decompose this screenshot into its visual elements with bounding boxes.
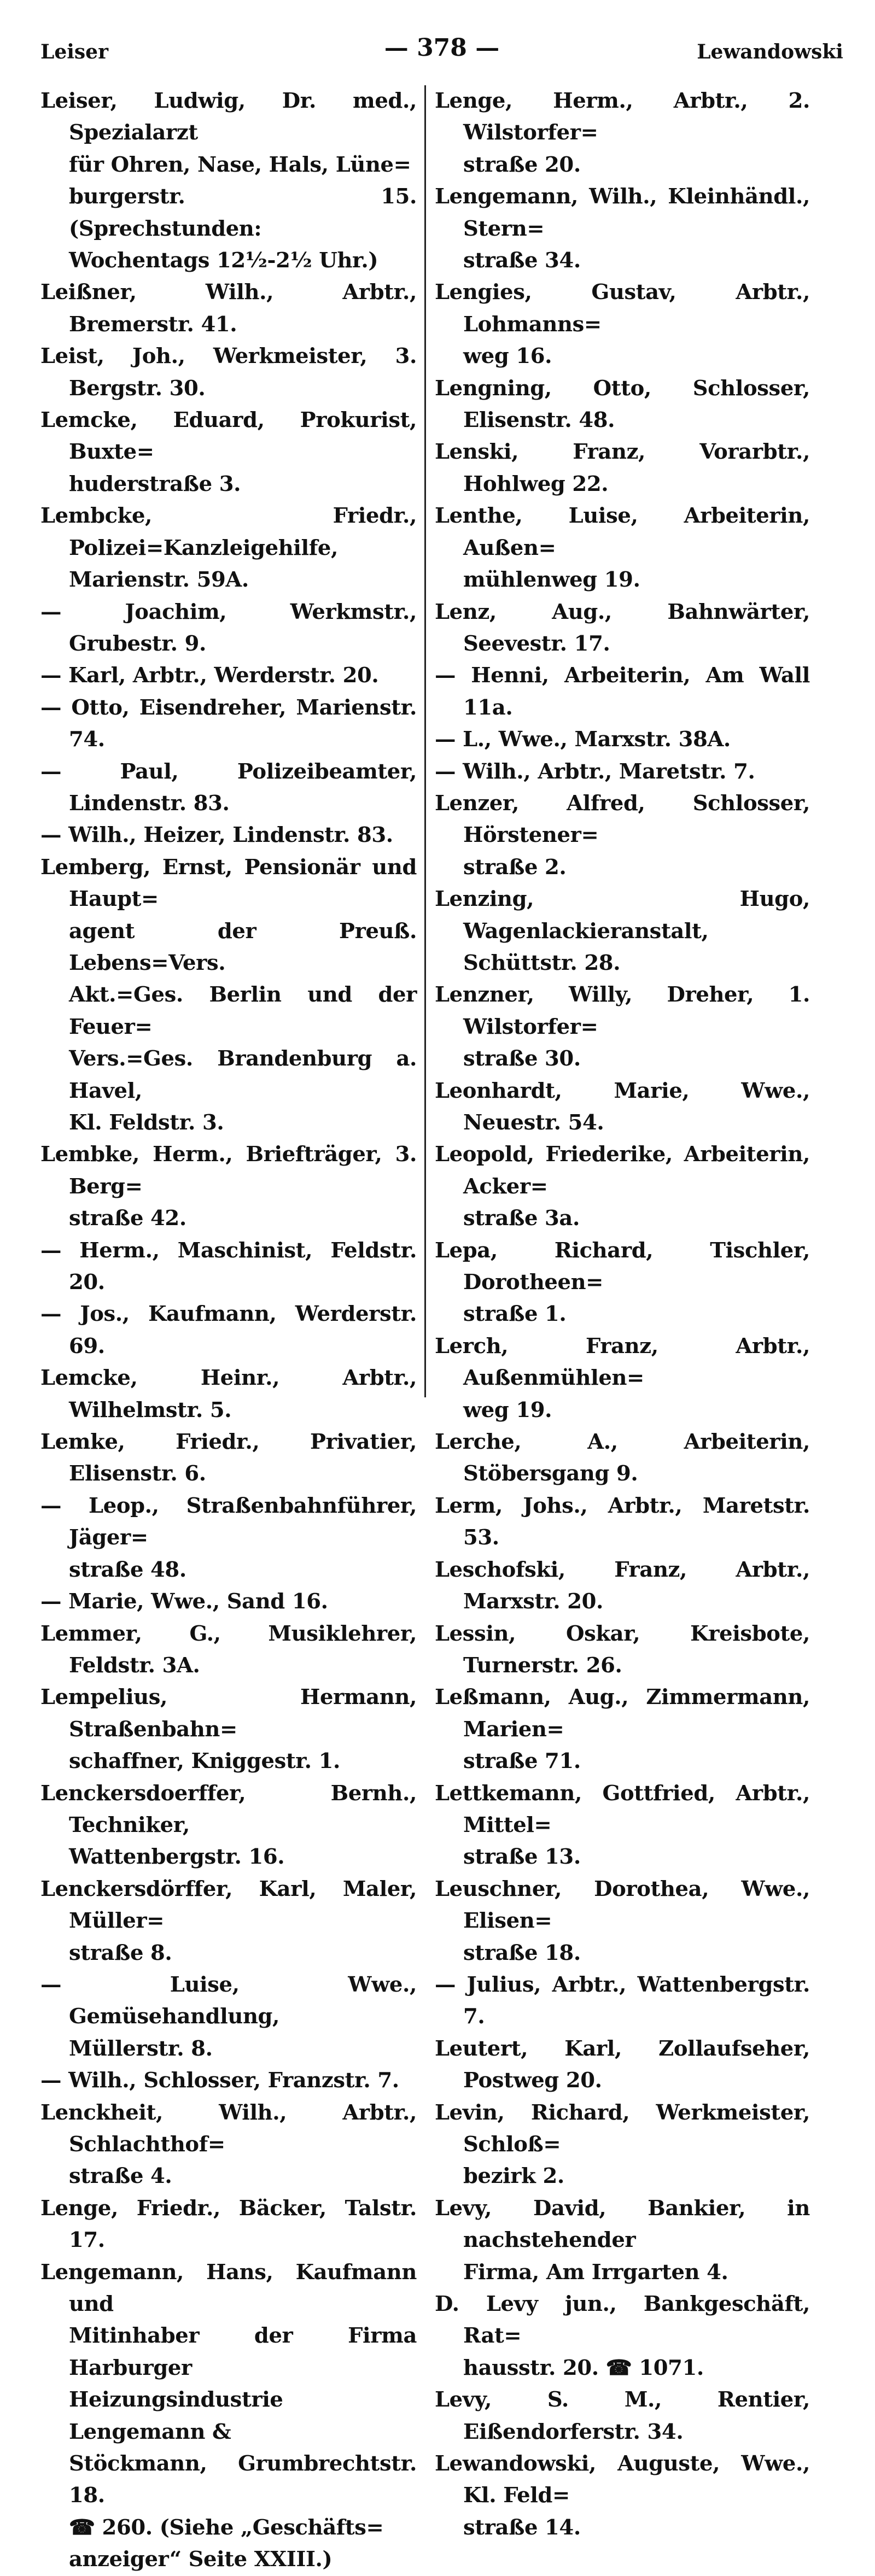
directory-entry: Lengemann, Wilh., Kleinhändl., Stern= straße 34. (435, 184, 810, 273)
directory-entry: Lengies, Gustav, Arbtr., Lohmanns= weg 16. (435, 280, 810, 369)
directory-entry: Lessin, Oskar, Kreisbote, Turnerstr. 26. (435, 1621, 810, 1678)
directory-entry: Lewandowski, Auguste, Wwe., Kl. Feld= straße 14. (435, 2451, 810, 2540)
directory-entry: Lemke, Friedr., Privatier, Elisenstr. 6. (40, 1430, 417, 1486)
directory-entry: — Luise, Wwe., Gemüsehandlung, Müllerstr. 8. (40, 1972, 417, 2061)
right-column (427, 85, 810, 2576)
directory-entry: Lenge, Friedr., Bäcker, Talstr. 17. (40, 2196, 417, 2253)
directory-entry: Leiser, Ludwig, Dr. med., Spezialarzt für Ohren, Nase, Hals, Lüne= burgerstr. 15. (Sprechstunden: Wochentags 12½-2½ Uhr.) (40, 89, 417, 273)
directory-entry: Leopold, Friederike, Arbeiterin, Acker= straße 3a. (435, 1142, 810, 1231)
directory-entry: Levin, Richard, Werkmeister, Schloß= bezirk 2. (435, 2100, 810, 2189)
directory-entry: Leist, Joh., Werkmeister, 3. Bergstr. 30. (40, 344, 417, 401)
directory-entry: Leonhardt, Marie, Wwe., Neuestr. 54. (435, 1078, 810, 1135)
page-number: — 378 — (384, 34, 500, 62)
directory-entry: Lenckersdörffer, Karl, Maler, Müller= straße 8. (40, 1876, 417, 1965)
directory-entry: — Henni, Arbeiterin, Am Wall 11a. (435, 663, 810, 720)
directory-entry: — L., Wwe., Marxstr. 38A. (435, 727, 731, 752)
directory-entry: Leuschner, Dorothea, Wwe., Elisen= straße 18. (435, 1876, 810, 1965)
directory-entry: Leschofski, Franz, Arbtr., Marxstr. 20. (435, 1557, 810, 1614)
directory-entry: Lenzer, Alfred, Schlosser, Hörstener= straße 2. (435, 791, 810, 880)
directory-entry: Lemberg, Ernst, Pensionär und Haupt= agent der Preuß. Lebens=Vers. Akt.=Ges. Berlin und der Feuer= Vers.=Ges. Brandenburg a. Havel, Kl. Feldstr. 3. (40, 854, 417, 1135)
directory-entry: Lenckersdoerffer, Bernh., Techniker, Wattenbergstr. 16. (40, 1781, 417, 1870)
directory-entry: Lerche, A., Arbeiterin, Stöbersgang 9. (435, 1430, 810, 1486)
directory-entry: Lengemann, Hans, Kaufmann und Mitinhaber der Firma Harburger Heizungsindustrie Lengemann & Stöckmann, Grumbrechtstr. 18. ☎ 260. (Siehe „Geschäfts= anzeiger“ Seite XXIII.) (40, 2259, 417, 2572)
directory-entry: Lengning, Otto, Schlosser, Elisenstr. 48. (435, 376, 810, 433)
directory-entry: — Marie, Wwe., Sand 16. (40, 1589, 328, 1614)
directory-entry: Lemcke, Eduard, Prokurist, Buxte= huderstraße 3. (40, 408, 417, 496)
directory-entry: — Wilh., Schlosser, Franzstr. 7. (40, 2068, 399, 2093)
directory-entry: D. Levy jun., Bankgeschäft, Rat= hausstr. 20. ☎ 1071. (435, 2292, 810, 2380)
directory-entry: — Wilh., Heizer, Lindenstr. 83. (40, 823, 393, 848)
directory-entry: Lenzing, Hugo, Wagenlackieranstalt, Schüttstr. 28. (435, 887, 810, 975)
directory-entry: Leißner, Wilh., Arbtr., Bremerstr. 41. (40, 280, 417, 337)
directory-entry: Lembke, Herm., Briefträger, 3. Berg= straße 42. (40, 1142, 417, 1231)
directory-entry: Lenckheit, Wilh., Arbtr., Schlachthof= straße 4. (40, 2100, 417, 2189)
directory-entry: Lenzner, Willy, Dreher, 1. Wilstorfer= straße 30. (435, 982, 810, 1072)
directory-entry: Levy, David, Bankier, in nachstehender Firma, Am Irrgarten 4. (435, 2196, 810, 2285)
directory-entry: — Leop., Straßenbahnführer, Jäger= straße 48. (40, 1493, 417, 1582)
directory-entry: Lettkemann, Gottfried, Arbtr., Mittel= straße 13. (435, 1781, 810, 1870)
directory-entry: Lemmer, G., Musiklehrer, Feldstr. 3A. (40, 1621, 417, 1678)
directory-entry: — Herm., Maschinist, Feldstr. 20. (40, 1238, 417, 1295)
directory-entry: Lenz, Aug., Bahnwärter, Seevestr. 17. (435, 599, 810, 656)
directory-entry: — Julius, Arbtr., Wattenbergstr. 7. (435, 1972, 810, 2029)
directory-entry: Lemcke, Heinr., Arbtr., Wilhelmstr. 5. (40, 1366, 417, 1422)
directory-entry: Lerch, Franz, Arbtr., Außenmühlen= weg 19. (435, 1333, 810, 1422)
directory-entry: — Otto, Eisendreher, Marienstr. 74. (40, 695, 417, 752)
directory-entry: — Jos., Kaufmann, Werderstr. 69. (40, 1302, 417, 1359)
left-column (40, 85, 423, 2576)
directory-entry: Lenthe, Luise, Arbeiterin, Außen= mühlenweg 19. (435, 504, 810, 593)
entry-columns (40, 85, 843, 2576)
column-divider (424, 85, 426, 1397)
directory-entry: — Joachim, Werkmstr., Grubestr. 9. (40, 599, 417, 656)
header-last-entry: Lewandowski (697, 40, 843, 63)
directory-entry: Lempelius, Hermann, Straßenbahn= schaffner, Kniggestr. 1. (40, 1685, 417, 1774)
directory-entry: Lepa, Richard, Tischler, Dorotheen= straße 1. (435, 1238, 810, 1327)
page-header (40, 34, 843, 78)
directory-entry: Lerm, Johs., Arbtr., Maretstr. 53. (435, 1493, 810, 1550)
directory-entry: Levy, S. M., Rentier, Eißendorferstr. 34. (435, 2387, 810, 2444)
header-first-entry: Leiser (40, 40, 109, 63)
directory-entry: Lembcke, Friedr., Polizei=Kanzleigehilfe, Marienstr. 59A. (40, 504, 417, 593)
directory-entry: — Paul, Polizeibeamter, Lindenstr. 83. (40, 759, 417, 816)
directory-entry: — Karl, Arbtr., Werderstr. 20. (40, 663, 379, 688)
directory-entry: Leßmann, Aug., Zimmermann, Marien= straße 71. (435, 1685, 810, 1774)
directory-entry: Lenski, Franz, Vorarbtr., Hohlweg 22. (435, 440, 810, 496)
directory-entry: Lenge, Herm., Arbtr., 2. Wilstorfer= straße 20. (435, 89, 810, 177)
directory-entry: Leutert, Karl, Zollaufseher, Postweg 20. (435, 2036, 810, 2093)
directory-entry: — Wilh., Arbtr., Maretstr. 7. (435, 759, 755, 784)
